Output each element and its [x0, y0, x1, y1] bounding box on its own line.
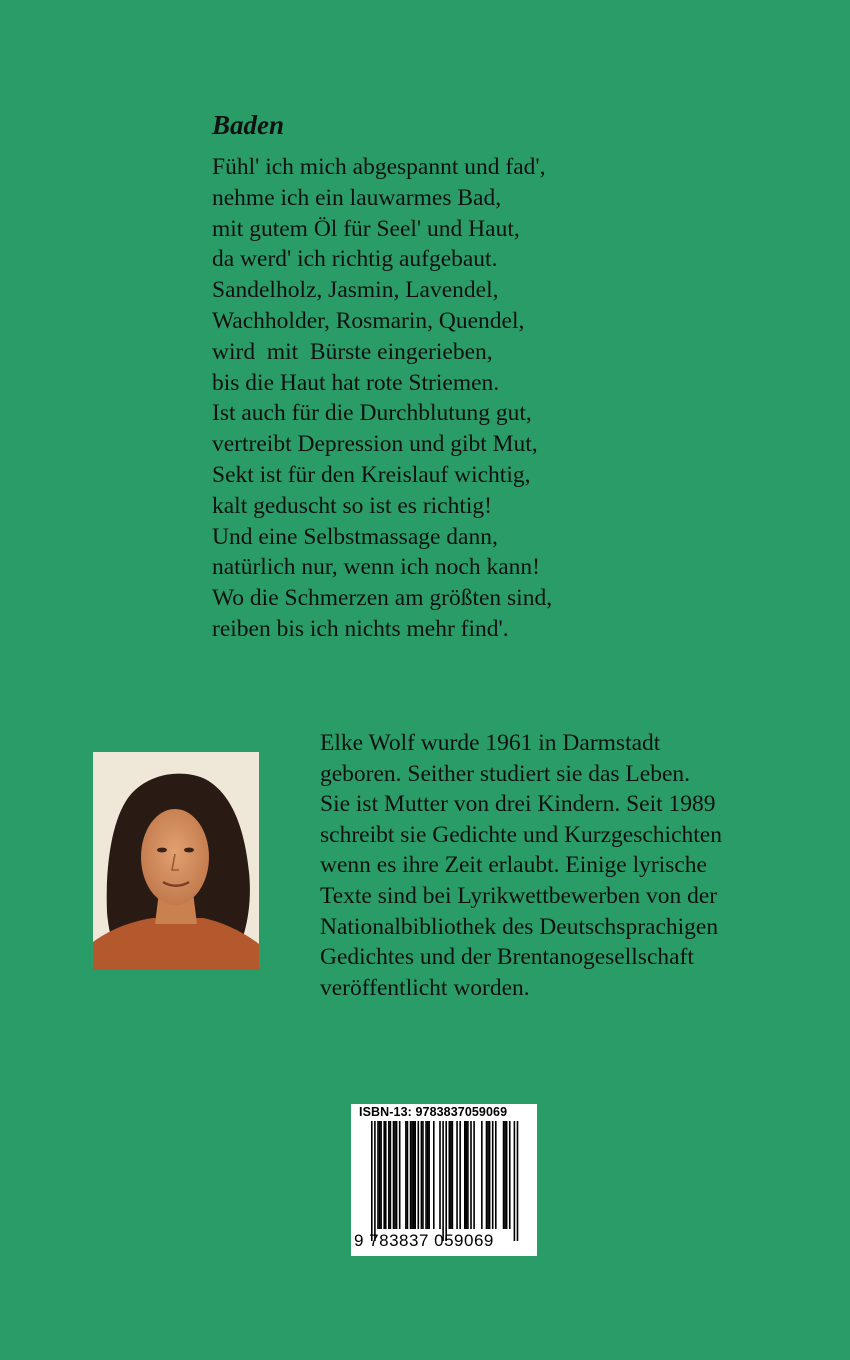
poem-line: Wo die Schmerzen am größten sind,: [212, 585, 553, 612]
barcode-bar: [449, 1121, 451, 1229]
barcode-bar: [442, 1121, 444, 1241]
poem-line: Und eine Selbstmassage dann,: [212, 523, 498, 550]
bio-line: schreibt sie Gedichte und Kurzgeschichten: [320, 821, 722, 848]
barcode-bar: [413, 1121, 415, 1229]
poem-line: natürlich nur, wenn ich noch kann!: [212, 554, 540, 581]
poem-line: bis die Haut hat rote Striemen.: [212, 369, 500, 396]
barcode-bar: [506, 1121, 508, 1229]
author-portrait-image: [93, 752, 259, 970]
barcode-bar: [452, 1121, 454, 1229]
bio-line: Texte sind bei Lyrikwettbewerben von der: [320, 882, 718, 909]
barcode-bar: [503, 1121, 505, 1229]
bio-line: Sie ist Mutter von drei Kindern. Seit 1989: [320, 791, 716, 818]
barcode-bar: [371, 1121, 373, 1241]
barcode-bar: [380, 1121, 382, 1229]
barcode-bar: [467, 1121, 469, 1229]
barcode-bar: [379, 1121, 381, 1229]
bio-line: veröffentlicht worden.: [320, 974, 530, 1001]
barcode-bar: [405, 1121, 407, 1229]
barcode-bar: [459, 1121, 461, 1229]
poem-line: mit gutem Öl für Seel' und Haut,: [212, 215, 520, 242]
isbn-barcode: [351, 1104, 537, 1256]
barcode-bar: [473, 1121, 475, 1229]
barcode-bar: [470, 1121, 472, 1229]
poem-line: Wachholder, Rosmarin, Quendel,: [212, 307, 525, 334]
barcode-bar: [383, 1121, 385, 1229]
barcode-bar: [399, 1121, 401, 1229]
barcode-bar: [509, 1121, 511, 1229]
barcode-bar: [422, 1121, 424, 1229]
bio-line: wenn es ihre Zeit erlaubt. Einige lyrische: [320, 852, 707, 879]
barcode-bar: [481, 1121, 483, 1229]
barcode-bar: [427, 1121, 429, 1229]
barcode-bar: [411, 1121, 413, 1229]
barcode-bar: [495, 1121, 497, 1229]
bio-line: Gedichtes und der Brentanogesellschaft: [320, 944, 694, 971]
poem-line: da werd' ich richtig aufgebaut.: [212, 246, 498, 273]
poem-line: Ist auch für die Durchblutung gut,: [212, 400, 532, 427]
bio-line: Elke Wolf wurde 1961 in Darmstadt: [320, 730, 661, 756]
barcode-bar: [377, 1121, 379, 1229]
poem-line: kalt geduscht so ist es richtig!: [212, 492, 492, 519]
barcode-bar: [393, 1121, 395, 1229]
barcode-bar: [425, 1121, 427, 1229]
barcode-bar: [492, 1121, 494, 1229]
poem-title: Baden: [212, 110, 285, 140]
bio-line: geboren. Seither studiert sie das Leben.: [320, 760, 691, 787]
barcode-bar: [504, 1121, 506, 1229]
barcode-bar: [450, 1121, 452, 1229]
bio-line: Nationalbibliothek des Deutschsprachigen: [320, 913, 719, 940]
barcode-bar: [445, 1121, 447, 1241]
barcode-bar: [489, 1121, 491, 1229]
poem-line: Fühl' ich mich abgespannt und fad',: [212, 154, 546, 180]
author-photo: [93, 752, 259, 970]
poem-line: wird mit Bürste eingerieben,: [212, 338, 493, 365]
poem-line: nehme ich ein lauwarmes Bad,: [212, 184, 502, 211]
barcode-bar: [385, 1121, 387, 1229]
barcode-bar: [514, 1121, 516, 1241]
barcode-bar: [390, 1121, 392, 1229]
barcode-bar: [456, 1121, 458, 1229]
barcode-bar: [428, 1121, 430, 1229]
barcode-bar: [396, 1121, 398, 1229]
poem-line: Sekt ist für den Kreislauf wichtig,: [212, 461, 531, 488]
barcode-bar: [410, 1121, 412, 1229]
poem-line: reiben bis ich nichts mehr find'.: [212, 615, 509, 642]
barcode-bar: [466, 1121, 468, 1229]
barcode-bar: [517, 1121, 519, 1241]
poem-text: [212, 152, 772, 645]
poem-line: Sandelholz, Jasmin, Lavendel,: [212, 277, 499, 304]
barcode-bar: [407, 1121, 409, 1229]
barcode-bar: [439, 1121, 441, 1229]
barcode-bar: [374, 1121, 376, 1241]
barcode-bar: [487, 1121, 489, 1229]
author-bio: [320, 728, 820, 1003]
barcode-bar: [388, 1121, 390, 1229]
barcode-bar: [414, 1121, 416, 1229]
poem-line: vertreibt Depression und gibt Mut,: [212, 431, 538, 458]
barcode-bar: [433, 1121, 435, 1229]
barcode-bar: [394, 1121, 396, 1229]
barcode-bar: [418, 1121, 420, 1229]
barcode-bar: [464, 1121, 466, 1229]
isbn-label: ISBN-13: 9783837059069: [359, 1105, 508, 1119]
barcode-bar: [486, 1121, 488, 1229]
barcode-digits: 9 783837 059069: [354, 1231, 494, 1250]
barcode-bar: [421, 1121, 423, 1229]
